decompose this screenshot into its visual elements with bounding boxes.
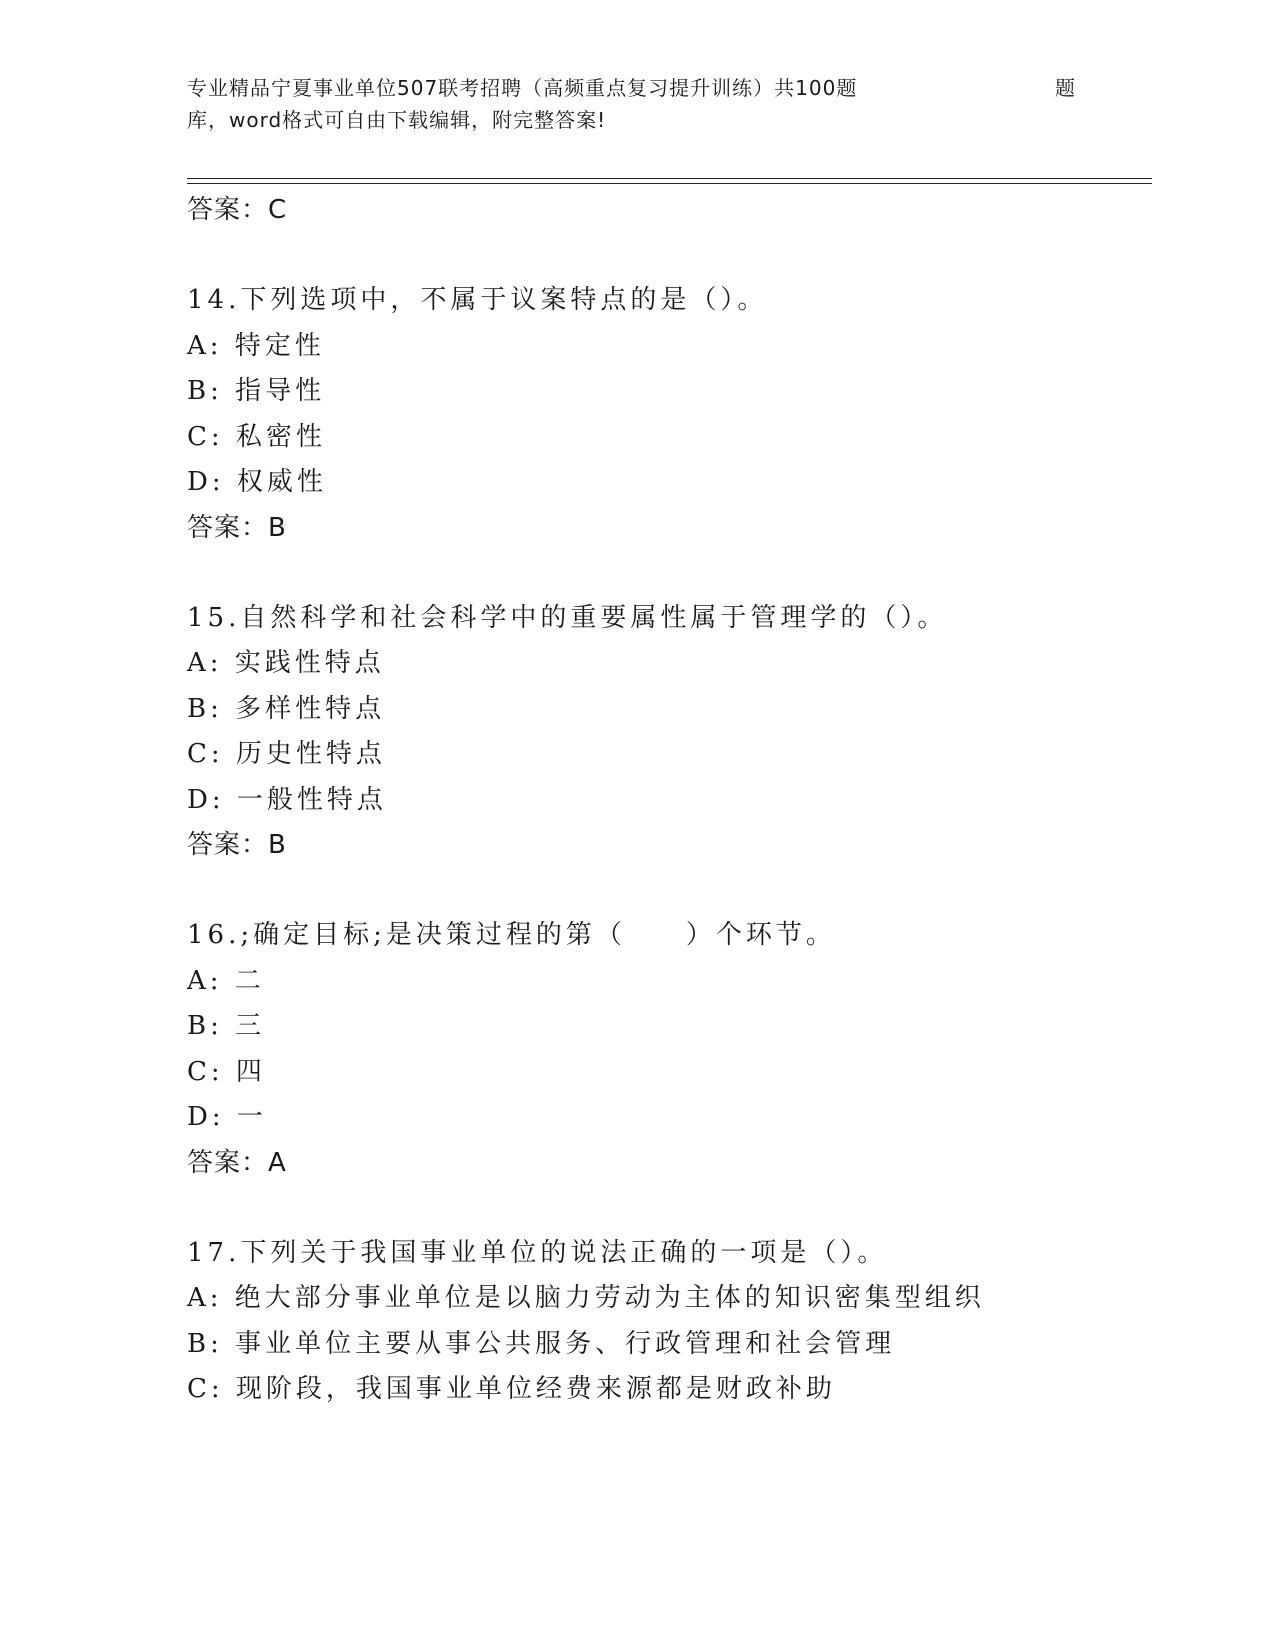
option-a: A: 实践性特点 — [187, 648, 385, 678]
answer-line: 答案：C — [187, 195, 288, 225]
option-c: C: 私密性 — [187, 421, 326, 452]
question-block-15 — [187, 596, 1147, 824]
option-d: D: 一 — [187, 1102, 267, 1132]
option-d: D: 一般性特点 — [187, 784, 387, 815]
option-a: A: 二 — [187, 965, 265, 996]
option-a: A: 特定性 — [187, 330, 325, 361]
question-title: 17.下列关于我国事业单位的说法正确的一项是（）。 — [187, 1237, 888, 1268]
spacer — [187, 551, 1147, 596]
question-title: 14.下列选项中，不属于议案特点的是（）。 — [187, 285, 768, 315]
answer-line: 答案：B — [187, 512, 287, 543]
header-line-2: 库，word格式可自由下载编辑，附完整答案! — [187, 108, 607, 132]
question-list — [187, 188, 1147, 1413]
answer-line: 答案：A — [187, 1147, 287, 1178]
option-b: B: 三 — [187, 1011, 266, 1041]
header-divider-bottom — [187, 183, 1152, 184]
option-a: A: 绝大部分事业单位是以脑力劳动为主体的知识密集型组织 — [187, 1283, 985, 1313]
answer-line: 答案：B — [187, 830, 287, 860]
spacer — [187, 868, 1147, 913]
option-c: C: 四 — [187, 1056, 266, 1087]
header-line-1 — [187, 72, 1087, 104]
document-header — [187, 72, 1087, 136]
option-b: B: 多样性特点 — [187, 693, 386, 724]
header-title-tail: 题 — [1055, 76, 1076, 100]
question-block-16 — [187, 913, 1147, 1141]
question-title: 16.;确定目标;是决策过程的第（ ）个环节。 — [187, 920, 836, 950]
header-title: 专业精品宁夏事业单位507联考招聘（高频重点复习提升训练）共100题 — [187, 76, 858, 100]
question-block-14 — [187, 278, 1147, 506]
option-c: C: 历史性特点 — [187, 739, 386, 769]
option-c: C: 现阶段，我国事业单位经费来源都是财政补助 — [187, 1374, 836, 1404]
question-block-17 — [187, 1231, 1147, 1413]
option-b: B: 事业单位主要从事公共服务、行政管理和社会管理 — [187, 1328, 896, 1359]
spacer — [187, 1186, 1147, 1231]
question-title: 15.自然科学和社会科学中的重要属性属于管理学的（）。 — [187, 602, 948, 633]
spacer — [187, 233, 1147, 278]
header-divider-top — [187, 178, 1152, 179]
option-b: B: 指导性 — [187, 376, 326, 406]
option-d: D: 权威性 — [187, 467, 327, 497]
